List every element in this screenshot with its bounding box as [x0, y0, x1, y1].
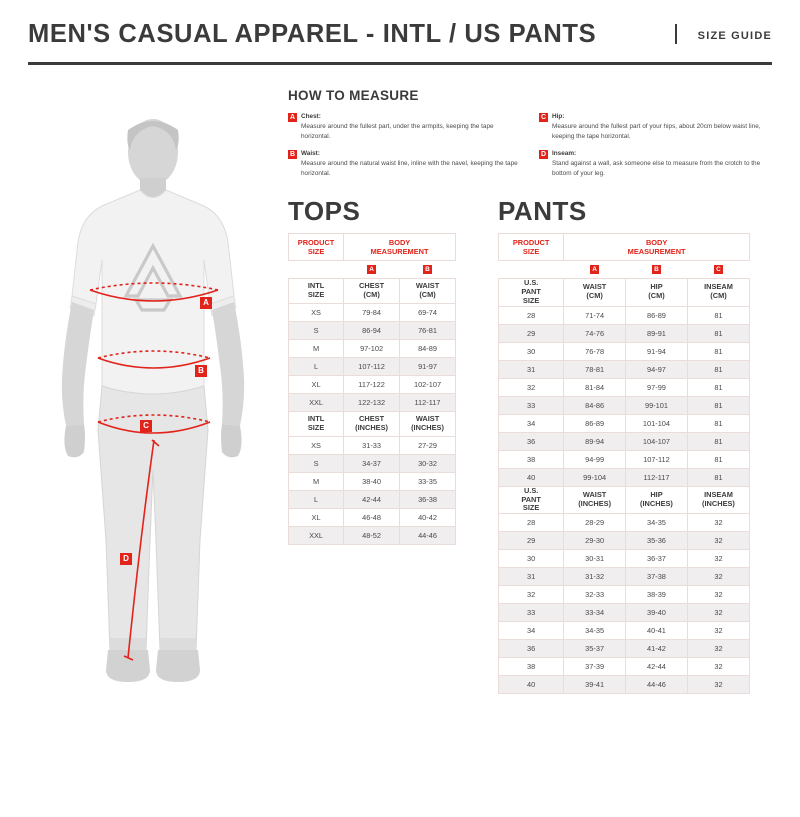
- how-to-measure-item-name: Chest:: [301, 113, 321, 120]
- table-row: [499, 468, 750, 486]
- table-row: [289, 394, 456, 412]
- table-cell: 33: [499, 396, 564, 414]
- table-cell: 107-112: [344, 358, 400, 376]
- table-row: [289, 509, 456, 527]
- table-row: [499, 360, 750, 378]
- table-row: [499, 514, 750, 532]
- table-row: [499, 432, 750, 450]
- table-letter-row: [499, 261, 750, 279]
- table-row: [289, 304, 456, 322]
- column-header: INTL SIZE: [289, 279, 344, 304]
- table-cell: 97-102: [344, 340, 400, 358]
- table-cell: 32: [687, 604, 749, 622]
- table-cell: 107-112: [625, 450, 687, 468]
- table-row: [499, 568, 750, 586]
- table-cell: 32: [499, 586, 564, 604]
- how-to-measure-item-body: [552, 112, 772, 142]
- letter-badge-cell-a: A: [344, 261, 400, 279]
- how-to-measure-item-text: Measure around the natural waist line, inline with the navel, keeping the tape horizontal.: [301, 159, 518, 177]
- table-row: [289, 340, 456, 358]
- table-cell: XL: [289, 376, 344, 394]
- table-cell: 81: [687, 414, 749, 432]
- how-to-measure-item-body: [301, 149, 521, 179]
- table-cell: 76-78: [564, 342, 626, 360]
- table-cell: 40: [499, 468, 564, 486]
- table-row: [289, 473, 456, 491]
- table-cell: 81: [687, 432, 749, 450]
- model-figure-svg: [28, 110, 278, 710]
- table-cell: 42-44: [344, 491, 400, 509]
- group-header-product-size: PRODUCT SIZE: [499, 234, 564, 261]
- table-cell: 102-107: [400, 376, 456, 394]
- column-header: WAIST (CM): [564, 279, 626, 307]
- table-cell: 122-132: [344, 394, 400, 412]
- table-header-row-inches: [499, 486, 750, 514]
- table-cell: 29: [499, 324, 564, 342]
- table-cell: 40: [499, 676, 564, 694]
- model-illustration: [28, 110, 278, 710]
- letter-row-spacer: [499, 261, 564, 279]
- table-cell: 36: [499, 432, 564, 450]
- table-row: [289, 358, 456, 376]
- table-cell: 91-97: [400, 358, 456, 376]
- table-row: [499, 604, 750, 622]
- letter-badge-cell-b: B: [625, 261, 687, 279]
- table-cell: 37-38: [625, 568, 687, 586]
- table-cell: 84-89: [400, 340, 456, 358]
- how-to-measure-item-body: [552, 149, 772, 179]
- table-cell: 35-37: [564, 640, 626, 658]
- table-cell: 81: [687, 306, 749, 324]
- table-cell: 32: [687, 586, 749, 604]
- table-group-header-row: [289, 234, 456, 261]
- table-cell: 30-32: [400, 455, 456, 473]
- table-cell: 71-74: [564, 306, 626, 324]
- column-header: U.S. PANT SIZE: [499, 486, 564, 514]
- table-header-row-cm: [499, 279, 750, 307]
- table-cell: S: [289, 455, 344, 473]
- table-cell: XL: [289, 509, 344, 527]
- table-cell: 81: [687, 396, 749, 414]
- page-header: [28, 16, 772, 60]
- how-to-measure-item-name: Waist:: [301, 149, 320, 157]
- pants-table: [498, 233, 750, 694]
- table-cell: 81-84: [564, 378, 626, 396]
- table-cell: 27-29: [400, 437, 456, 455]
- table-header-row-cm: [289, 279, 456, 304]
- table-cell: 99-101: [625, 396, 687, 414]
- table-cell: 91-94: [625, 342, 687, 360]
- table-cell: 42-44: [625, 658, 687, 676]
- table-cell: 112-117: [625, 468, 687, 486]
- table-cell: 48-52: [344, 527, 400, 545]
- table-cell: 86-89: [564, 414, 626, 432]
- table-cell: 38: [499, 450, 564, 468]
- group-header-body-measurement: BODY MEASUREMENT: [564, 234, 750, 261]
- table-row: [289, 455, 456, 473]
- table-cell: 36-37: [625, 550, 687, 568]
- letter-badge-a: A: [289, 114, 296, 121]
- how-to-measure-section: [288, 88, 772, 186]
- table-row: [499, 378, 750, 396]
- column-header: CHEST (INCHES): [344, 412, 400, 437]
- table-cell: S: [289, 322, 344, 340]
- table-cell: 81: [687, 468, 749, 486]
- how-to-measure-item-text: Stand against a wall, ask someone else to measure from the crotch to the bottom of your leg.: [552, 159, 761, 177]
- pants-heading: PANTS: [498, 196, 587, 226]
- table-cell: 41-42: [625, 640, 687, 658]
- table-cell: 32: [687, 640, 749, 658]
- table-row: [499, 640, 750, 658]
- table-cell: 35-36: [625, 532, 687, 550]
- letter-badge-cell-c: C: [687, 261, 749, 279]
- table-cell: 36-38: [400, 491, 456, 509]
- table-cell: 86-89: [625, 306, 687, 324]
- table-cell: 86-94: [344, 322, 400, 340]
- table-cell: 39-41: [564, 676, 626, 694]
- letter-badge-c: C: [540, 114, 547, 121]
- table-cell: 32: [687, 622, 749, 640]
- how-to-measure-title: HOW TO MEASURE: [288, 88, 419, 103]
- column-header: U.S. PANT SIZE: [499, 279, 564, 307]
- letter-row-spacer: [289, 261, 344, 279]
- table-cell: 38: [499, 658, 564, 676]
- table-cell: 28: [499, 514, 564, 532]
- table-row: [499, 450, 750, 468]
- table-cell: 101-104: [625, 414, 687, 432]
- table-row: [289, 491, 456, 509]
- column-header: INSEAM (CM): [687, 279, 749, 307]
- table-cell: 32-33: [564, 586, 626, 604]
- table-cell: 33: [499, 604, 564, 622]
- how-to-measure-item-text: Measure around the fullest part of your hips, about 20cm below waist line, keeping the tape horizontal.: [552, 122, 761, 140]
- letter-badge-cell-a: A: [564, 261, 626, 279]
- how-to-measure-column-left: [288, 112, 521, 186]
- table-row: [499, 396, 750, 414]
- table-row: [499, 658, 750, 676]
- how-to-measure-item-name: Inseam:: [552, 149, 577, 157]
- table-row: [289, 527, 456, 545]
- table-cell: 84-86: [564, 396, 626, 414]
- table-cell: 32: [687, 550, 749, 568]
- how-to-measure-item-name: Hip:: [552, 113, 565, 120]
- table-cell: 117-122: [344, 376, 400, 394]
- table-cell: 44-46: [625, 676, 687, 694]
- figure-label-c: C: [140, 420, 152, 432]
- table-cell: 99-104: [564, 468, 626, 486]
- table-cell: 34: [499, 414, 564, 432]
- table-cell: L: [289, 358, 344, 376]
- table-cell: 89-91: [625, 324, 687, 342]
- table-cell: 31-33: [344, 437, 400, 455]
- table-row: [499, 676, 750, 694]
- table-cell: 76-81: [400, 322, 456, 340]
- table-cell: 81: [687, 324, 749, 342]
- how-to-measure-item-body: [301, 112, 521, 142]
- how-to-measure-item: [539, 149, 772, 179]
- table-cell: 34-35: [564, 622, 626, 640]
- table-cell: 40-42: [400, 509, 456, 527]
- table-cell: 37-39: [564, 658, 626, 676]
- table-cell: 28-29: [564, 514, 626, 532]
- letter-badge-d: D: [540, 150, 547, 158]
- table-cell: 32: [687, 514, 749, 532]
- table-cell: XXL: [289, 394, 344, 412]
- table-cell: L: [289, 491, 344, 509]
- column-header: WAIST (INCHES): [400, 412, 456, 437]
- table-row: [499, 306, 750, 324]
- table-cell: 40-41: [625, 622, 687, 640]
- table-row: [289, 437, 456, 455]
- table-cell: 79-84: [344, 304, 400, 322]
- table-cell: 46-48: [344, 509, 400, 527]
- column-header: INSEAM (INCHES): [687, 486, 749, 514]
- column-header: WAIST (INCHES): [564, 486, 626, 514]
- table-cell: 31: [499, 360, 564, 378]
- table-cell: 44-46: [400, 527, 456, 545]
- table-cell: 39-40: [625, 604, 687, 622]
- column-header: HIP (CM): [625, 279, 687, 307]
- column-header: HIP (INCHES): [625, 486, 687, 514]
- how-to-measure-item-text: Measure around the fullest part, under the armpits, keeping the tape horizontal.: [301, 122, 494, 140]
- group-header-body-measurement: BODY MEASUREMENT: [344, 234, 456, 261]
- letter-badge-b: B: [289, 150, 296, 158]
- letter-badge-cell-b: B: [400, 261, 456, 279]
- figure-label-d: D: [120, 553, 132, 565]
- table-cell: 112-117: [400, 394, 456, 412]
- table-row: [499, 550, 750, 568]
- table-cell: XS: [289, 304, 344, 322]
- how-to-measure-item: [288, 149, 521, 179]
- table-cell: 69-74: [400, 304, 456, 322]
- table-cell: 34-35: [625, 514, 687, 532]
- table-cell: M: [289, 473, 344, 491]
- table-cell: 34: [499, 622, 564, 640]
- header-rule: [28, 62, 772, 65]
- table-cell: 81: [687, 360, 749, 378]
- table-cell: 34-37: [344, 455, 400, 473]
- table-cell: 32: [687, 532, 749, 550]
- header-divider: [675, 24, 677, 44]
- table-cell: XS: [289, 437, 344, 455]
- table-row: [499, 342, 750, 360]
- size-guide-badge: [698, 26, 772, 44]
- table-cell: 32: [687, 676, 749, 694]
- table-cell: 28: [499, 306, 564, 324]
- figure-label-a: A: [200, 297, 212, 309]
- how-to-measure-column-right: [539, 112, 772, 186]
- pants-table-block: [498, 196, 750, 694]
- table-cell: 94-99: [564, 450, 626, 468]
- how-to-measure-item: [539, 112, 772, 142]
- column-header: CHEST (CM): [344, 279, 400, 304]
- table-cell: 30-31: [564, 550, 626, 568]
- table-cell: 81: [687, 450, 749, 468]
- figure-label-b: B: [195, 365, 207, 377]
- table-row: [289, 376, 456, 394]
- tops-heading: TOPS: [288, 196, 361, 226]
- table-cell: 89-94: [564, 432, 626, 450]
- how-to-measure-item: [288, 112, 521, 142]
- column-header: INTL SIZE: [289, 412, 344, 437]
- table-row: [499, 532, 750, 550]
- size-guide-badge-label: SIZE GUIDE: [697, 30, 772, 42]
- table-cell: 104-107: [625, 432, 687, 450]
- table-letter-row: [289, 261, 456, 279]
- tops-table: [288, 233, 456, 545]
- table-cell: 38-39: [625, 586, 687, 604]
- table-cell: 32: [499, 378, 564, 396]
- table-row: [499, 586, 750, 604]
- page-title: MEN'S CASUAL APPAREL - INTL / US PANTS: [28, 20, 597, 48]
- column-header: WAIST (CM): [400, 279, 456, 304]
- table-cell: XXL: [289, 527, 344, 545]
- table-cell: 32: [687, 658, 749, 676]
- table-cell: M: [289, 340, 344, 358]
- table-row: [499, 324, 750, 342]
- table-cell: 38-40: [344, 473, 400, 491]
- table-cell: 81: [687, 342, 749, 360]
- table-row: [499, 622, 750, 640]
- table-cell: 74-76: [564, 324, 626, 342]
- table-cell: 36: [499, 640, 564, 658]
- table-cell: 33-35: [400, 473, 456, 491]
- table-header-row-inches: [289, 412, 456, 437]
- table-cell: 81: [687, 378, 749, 396]
- tops-table-block: [288, 196, 456, 545]
- table-cell: 32: [687, 568, 749, 586]
- table-cell: 30: [499, 342, 564, 360]
- group-header-product-size: PRODUCT SIZE: [289, 234, 344, 261]
- table-row: [289, 322, 456, 340]
- table-cell: 94-97: [625, 360, 687, 378]
- table-group-header-row: [499, 234, 750, 261]
- table-cell: 31: [499, 568, 564, 586]
- table-cell: 78-81: [564, 360, 626, 378]
- table-row: [499, 414, 750, 432]
- table-cell: 29: [499, 532, 564, 550]
- table-cell: 30: [499, 550, 564, 568]
- table-cell: 97-99: [625, 378, 687, 396]
- table-cell: 33-34: [564, 604, 626, 622]
- table-cell: 29-30: [564, 532, 626, 550]
- table-cell: 31-32: [564, 568, 626, 586]
